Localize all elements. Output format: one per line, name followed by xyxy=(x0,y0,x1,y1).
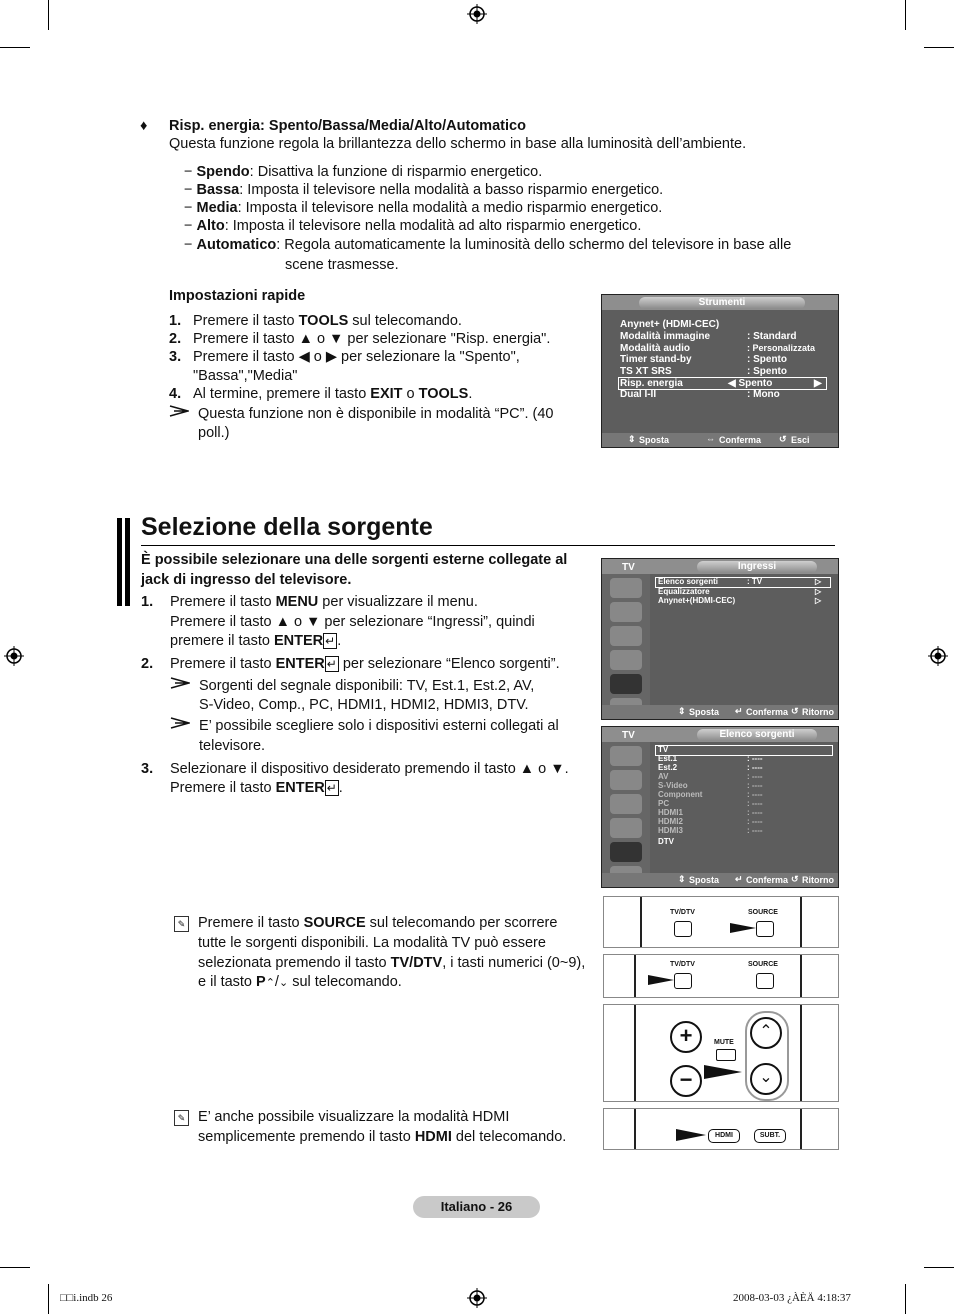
source-status: : ---- xyxy=(747,763,763,772)
channel-down-button[interactable]: ⌄ xyxy=(750,1063,782,1095)
step-text-continued: "Bassa","Media" xyxy=(193,368,298,384)
updown-icon: ⇕ xyxy=(678,706,686,716)
osd-row-value: : Standard xyxy=(747,331,797,342)
source-status: : ---- xyxy=(747,790,763,799)
osd-title: Elenco sorgenti xyxy=(697,729,817,741)
source-item[interactable]: TV xyxy=(658,745,669,754)
option-item: − Automatico: Regola automaticamente la luminosità dello schermo del televisore in base alle xyxy=(184,237,792,253)
registration-mark-icon xyxy=(467,4,487,24)
source-item[interactable]: DTV xyxy=(658,837,674,846)
option-item: − Alto: Imposta il televisore nella modalità ad alto risparmio energetico. xyxy=(184,218,642,234)
crop-mark xyxy=(924,1267,954,1268)
tvdtv-button-label: TV/DTV xyxy=(670,909,695,916)
return-icon: ↺ xyxy=(791,706,799,716)
footer-confirm: Conferma xyxy=(746,707,789,717)
slug-right: 2008-03-03 ¿ÀÈÄ 4:18:37 xyxy=(733,1292,851,1304)
crop-mark xyxy=(48,1284,49,1314)
return-icon: ↺ xyxy=(779,434,787,444)
osd-row-label: Equalizzatore xyxy=(658,587,710,596)
input-icon[interactable] xyxy=(610,842,642,862)
osd-row-label: Risp. energia xyxy=(620,378,683,389)
picture-icon[interactable] xyxy=(610,746,642,766)
updown-icon: ⇕ xyxy=(678,874,686,884)
source-status: : ---- xyxy=(747,772,763,781)
channel-down-icon: ⌄ xyxy=(278,977,289,989)
mute-button-label: MUTE xyxy=(714,1039,734,1046)
section-heading: Selezione della sorgente xyxy=(141,513,433,541)
source-status: : ---- xyxy=(747,754,763,763)
osd-footer xyxy=(602,705,838,719)
submenu-arrow-icon: ▷ xyxy=(815,587,822,596)
remote-illustration-source xyxy=(603,896,839,948)
step-text: Al termine, premere il tasto EXIT o TOOLS. xyxy=(193,386,473,402)
osd-row-value: ◀ Spento xyxy=(728,378,773,389)
setup-icon[interactable] xyxy=(610,650,642,670)
heading-bar-accent xyxy=(125,518,130,606)
source-item[interactable]: Est.2 xyxy=(658,763,678,772)
intro-text: È possibile selezionare una delle sorgenti esterne collegate al xyxy=(141,552,568,568)
tvdtv-button[interactable] xyxy=(674,921,692,937)
remote-illustration-tvdtv xyxy=(603,954,839,998)
osd-row-label: Anynet+ (HDMI-CEC) xyxy=(620,319,720,330)
note-text: Premere il tasto SOURCE sul telecomando per scorrere xyxy=(198,915,558,931)
note-text: Sorgenti del segnale disponibili: TV, Est.1, Est.2, AV, xyxy=(199,678,535,694)
leftright-icon: ⇔ xyxy=(706,434,715,444)
heading-bar-accent xyxy=(117,518,122,606)
remote-illustration-hdmi xyxy=(603,1108,839,1150)
remote-body-edge xyxy=(634,1109,636,1149)
tvdtv-button-label: TV/DTV xyxy=(670,961,695,968)
sound-icon[interactable] xyxy=(610,770,642,790)
step-number: 2. xyxy=(169,331,182,347)
source-button[interactable] xyxy=(756,921,774,937)
osd-row-label: Dual I-II xyxy=(620,389,657,400)
note-arrow-icon xyxy=(170,677,190,689)
enter-icon: ↵ xyxy=(735,706,743,716)
registration-mark-icon xyxy=(928,646,948,666)
setup-icon[interactable] xyxy=(610,818,642,838)
note-arrow-icon xyxy=(170,717,190,729)
step-number: 2. xyxy=(141,656,154,672)
updown-icon: ⇕ xyxy=(628,434,636,444)
submenu-arrow-icon: ▷ xyxy=(815,577,822,586)
osd-selected-row[interactable] xyxy=(655,745,833,756)
osd-title: Strumenti xyxy=(639,297,805,309)
source-button[interactable] xyxy=(756,973,774,989)
note-text: e il tasto P⌃/⌄ sul telecomando. xyxy=(198,974,402,990)
source-status: : ---- xyxy=(747,799,763,808)
footer-move: Sposta xyxy=(689,707,720,717)
step-text: Premere il tasto ENTER ↵ per selezionare “Elenco sorgenti”. xyxy=(170,656,560,672)
osd-row-label: Modalità immagine xyxy=(620,331,711,342)
footer-confirm: Conferma xyxy=(719,435,762,445)
crop-mark xyxy=(0,1267,30,1268)
osd-inputs-menu xyxy=(601,558,839,720)
heading-rule xyxy=(141,545,835,546)
source-item[interactable]: HDMI2 xyxy=(658,817,683,826)
osd-row-value: : Personalizzata xyxy=(747,343,816,353)
footer-exit: Esci xyxy=(791,435,810,445)
step-text: Premere il tasto MENU per visualizzare il menu. xyxy=(170,594,478,610)
osd-row-value: : Spento xyxy=(747,366,787,377)
osd-row-value: : Spento xyxy=(747,354,787,365)
step-text: Selezionare il dispositivo desiderato premendo il tasto ▲ o ▼. xyxy=(170,761,569,777)
enter-icon: ↵ xyxy=(735,874,743,884)
source-item[interactable]: HDMI1 xyxy=(658,808,683,817)
note-text: Questa funzione non è disponibile in modalità “PC”. (40 xyxy=(198,406,554,422)
osd-sidebar xyxy=(602,574,650,705)
option-item-continued: scene trasmesse. xyxy=(285,257,399,273)
hdmi-button[interactable]: HDMI xyxy=(708,1129,740,1143)
osd-row-label: Anynet+(HDMI-CEC) xyxy=(658,596,736,605)
remote-body-edge xyxy=(800,1109,802,1149)
osd-tv-label: TV xyxy=(622,730,635,741)
note-text: semplicemente premendo il tasto HDMI del telecomando. xyxy=(198,1129,567,1145)
step-text: Premere il tasto ▲ o ▼ per selezionare “Ingressi”, quindi xyxy=(170,614,535,630)
input-icon[interactable] xyxy=(610,674,642,694)
channel-icon[interactable] xyxy=(610,626,642,646)
option-item: − Spendo: Disattiva la funzione di risparmio energetico. xyxy=(184,164,543,180)
volume-down-button[interactable]: − xyxy=(670,1065,702,1097)
submenu-arrow-icon: ▷ xyxy=(815,596,822,605)
osd-footer xyxy=(602,433,838,447)
channel-icon[interactable] xyxy=(610,794,642,814)
step-number: 1. xyxy=(169,313,182,329)
source-status: : ---- xyxy=(747,808,763,817)
crop-mark xyxy=(924,47,954,48)
quick-settings-title: Impostazioni rapide xyxy=(169,288,306,304)
remote-body-edge xyxy=(634,955,636,997)
remote-body-edge xyxy=(634,1005,636,1101)
osd-row-label: TS XT SRS xyxy=(620,366,672,377)
sound-icon[interactable] xyxy=(610,602,642,622)
registration-mark-icon xyxy=(4,646,24,666)
osd-row-value: : Mono xyxy=(747,389,780,400)
tvdtv-button[interactable] xyxy=(674,973,692,989)
remote-body-edge xyxy=(800,955,802,997)
step-number: 1. xyxy=(141,594,154,610)
enter-icon: ↵ xyxy=(326,781,337,795)
option-item: − Media: Imposta il televisore nella modalità a medio risparmio energetico. xyxy=(184,200,663,216)
osd-source-list xyxy=(601,726,839,888)
source-status: : ---- xyxy=(747,817,763,826)
step-text: Premere il tasto ENTER ↵ . xyxy=(170,780,343,796)
step-text: premere il tasto ENTER ↵ . xyxy=(170,633,342,649)
note-icon: ✎ xyxy=(174,916,189,932)
footer-move: Sposta xyxy=(639,435,670,445)
note-text-continued: poll.) xyxy=(198,425,230,441)
crop-mark xyxy=(48,0,49,30)
osd-footer xyxy=(602,873,838,887)
step-number: 3. xyxy=(169,349,182,365)
enter-icon: ↵ xyxy=(325,634,336,648)
return-icon: ↺ xyxy=(791,874,799,884)
step-text: Premere il tasto ▲ o ▼ per selezionare "Risp. energia". xyxy=(193,331,551,347)
footer-move: Sposta xyxy=(689,875,720,885)
option-item: − Bassa: Imposta il televisore nella modalità a basso risparmio energetico. xyxy=(184,182,664,198)
source-item[interactable]: Est.1 xyxy=(658,754,678,763)
osd-sidebar xyxy=(602,742,650,873)
source-item[interactable]: PC xyxy=(658,799,670,808)
osd-row-label: Elenco sorgenti xyxy=(658,577,719,586)
subtitle-button[interactable]: SUBT. xyxy=(754,1129,786,1143)
bullet-diamond: ♦ xyxy=(140,118,148,134)
note-text: televisore. xyxy=(199,738,266,754)
channel-up-button[interactable]: ⌃ xyxy=(750,1017,782,1049)
osd-tools-menu xyxy=(601,294,839,448)
footer-confirm: Conferma xyxy=(746,875,789,885)
note-text: E’ possibile scegliere solo i dispositivi esterni collegati al xyxy=(199,718,559,734)
crop-mark xyxy=(905,1284,906,1314)
bullet-title: Risp. energia: Spento/Bassa/Media/Alto/Automatico xyxy=(169,118,526,134)
note-text: tutte le sorgenti disponibili. La modalità TV può essere xyxy=(198,935,546,951)
source-button-label: SOURCE xyxy=(748,961,778,968)
remote-body-edge xyxy=(800,1005,802,1101)
right-arrow-icon: ▶ xyxy=(814,378,822,389)
source-item[interactable]: Component xyxy=(658,790,703,799)
pointing-hand-icon xyxy=(704,1059,744,1085)
registration-mark-icon xyxy=(467,1288,487,1308)
source-status: : ---- xyxy=(747,826,763,835)
note-text: S-Video, Comp., PC, HDMI1, HDMI2, HDMI3, DTV. xyxy=(199,697,529,713)
intro-text: jack di ingresso del televisore. xyxy=(141,572,352,588)
slug-left: □□i.indb 26 xyxy=(60,1292,113,1304)
step-text: Premere il tasto ◀ o ▶ per selezionare la "Spento", xyxy=(193,349,520,365)
crop-mark xyxy=(0,47,30,48)
channel-up-icon: ⌃ xyxy=(265,977,275,989)
remote-body-edge xyxy=(800,897,802,947)
note-icon: ✎ xyxy=(174,1110,189,1126)
source-item[interactable]: AV xyxy=(658,772,669,781)
remote-illustration-channel xyxy=(603,1004,839,1102)
source-item[interactable]: HDMI3 xyxy=(658,826,683,835)
pointing-hand-icon xyxy=(730,917,758,939)
note-text: selezionata premendo il tasto TV/DTV, i tasti numerici (0~9), xyxy=(198,955,586,971)
step-text: Premere il tasto TOOLS sul telecomando. xyxy=(193,313,462,329)
osd-title: Ingressi xyxy=(697,561,817,573)
note-arrow-icon xyxy=(169,405,189,417)
step-number: 4. xyxy=(169,386,182,402)
picture-icon[interactable] xyxy=(610,578,642,598)
osd-row-value: : TV xyxy=(747,577,763,586)
note-text: E’ anche possibile visualizzare la modalità HDMI xyxy=(198,1109,510,1125)
pointing-hand-icon xyxy=(676,1125,708,1145)
remote-body-edge xyxy=(640,897,642,947)
footer-back: Ritorno xyxy=(802,875,834,885)
osd-row-label: Modalità audio xyxy=(620,343,690,354)
osd-tv-label: TV xyxy=(622,562,635,573)
page-number-badge: Italiano - 26 xyxy=(413,1196,540,1218)
pointing-hand-icon xyxy=(648,969,676,991)
bullet-description: Questa funzione regola la brillantezza dello schermo in base alla luminosità dell’ambiente. xyxy=(169,136,747,152)
footer-back: Ritorno xyxy=(802,707,834,717)
source-status: : ---- xyxy=(747,781,763,790)
volume-up-button[interactable]: + xyxy=(670,1021,702,1053)
source-button-label: SOURCE xyxy=(748,909,778,916)
crop-mark xyxy=(905,0,906,30)
osd-row-label: Timer stand-by xyxy=(620,354,692,365)
enter-icon: ↵ xyxy=(326,657,337,671)
source-item[interactable]: S-Video xyxy=(658,781,688,790)
step-number: 3. xyxy=(141,761,154,777)
